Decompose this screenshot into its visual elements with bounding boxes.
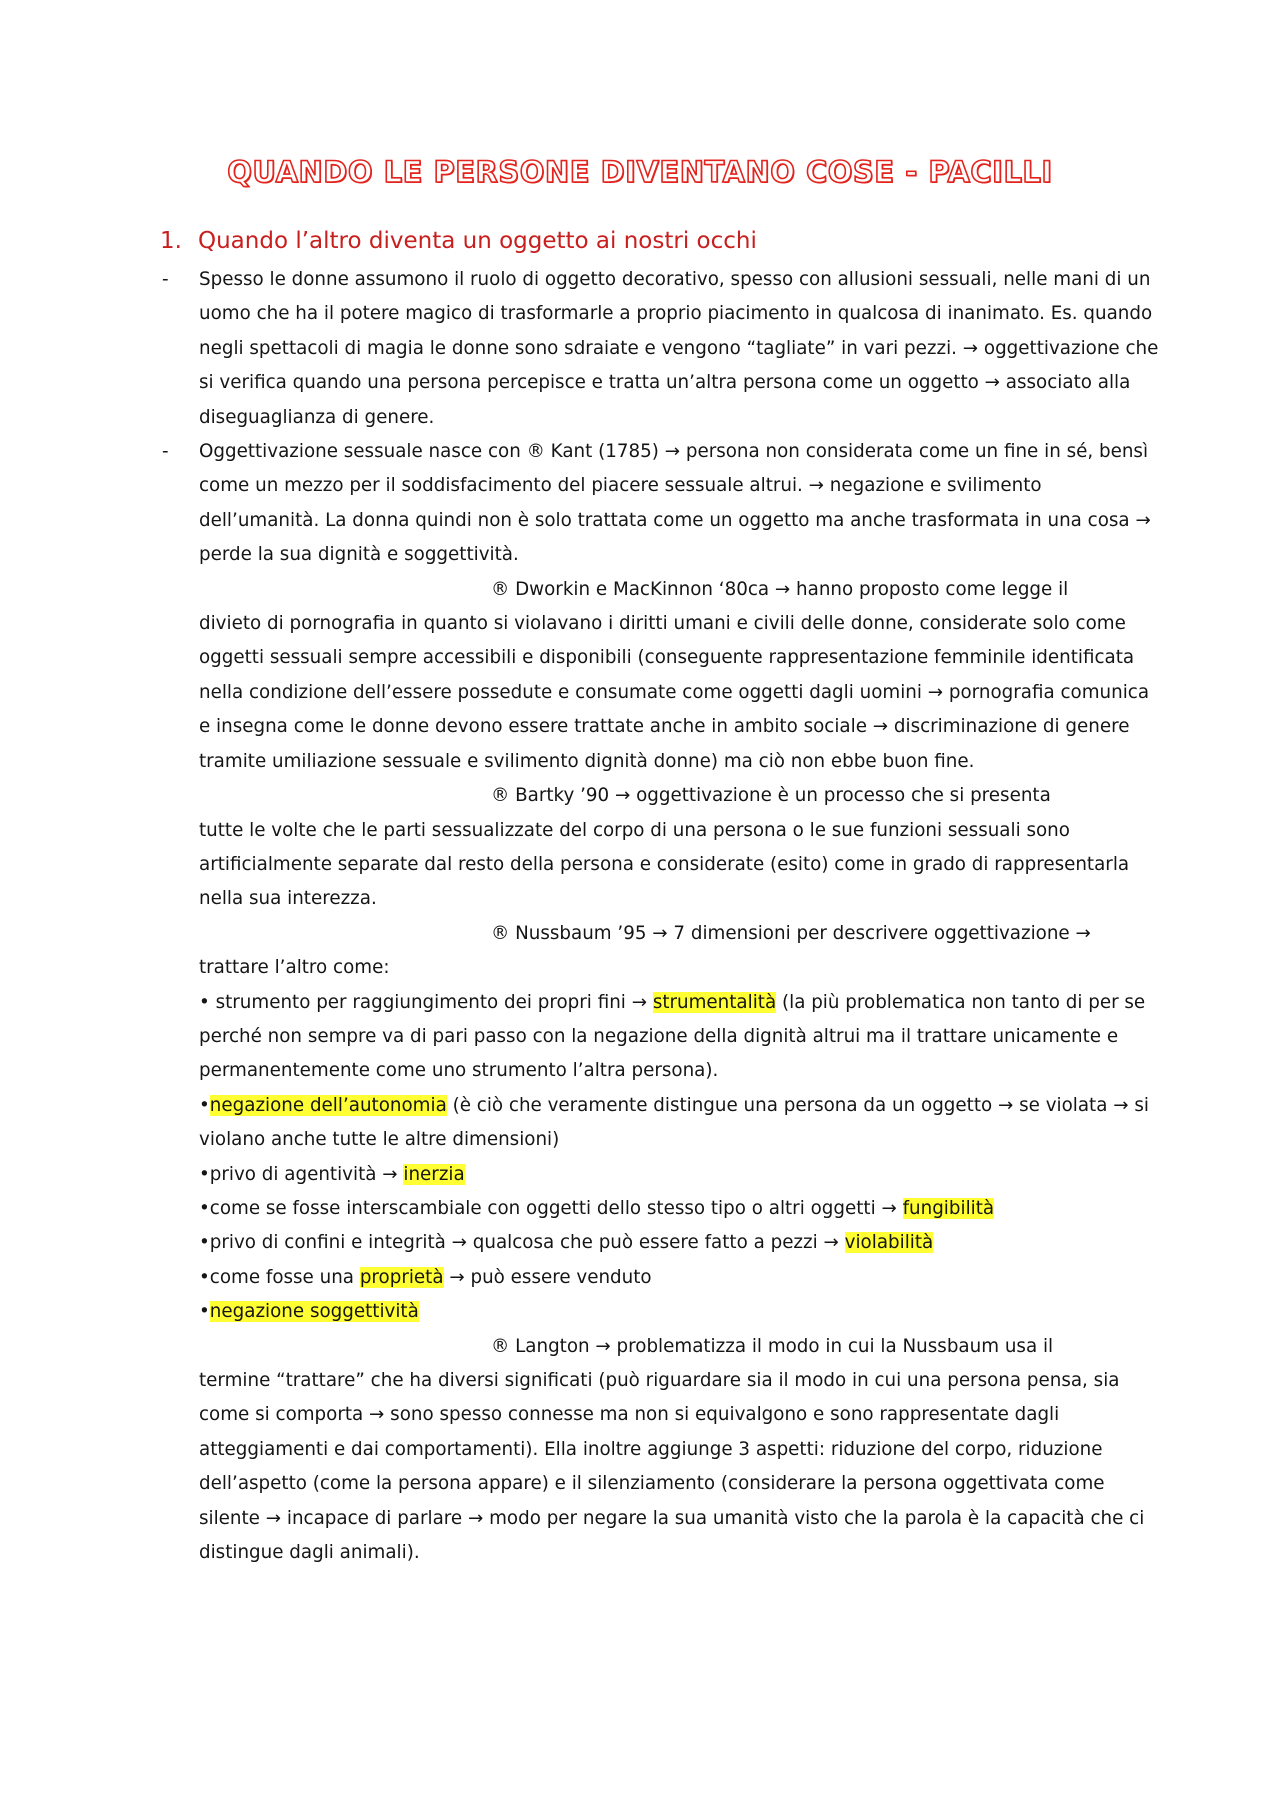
highlight-soggettivita: negazione soggettività	[209, 1301, 419, 1323]
highlight-proprieta: proprietà	[359, 1266, 444, 1288]
highlight-violabilita: violabilità	[844, 1232, 934, 1254]
highlight-inerzia: inerzia	[403, 1163, 465, 1185]
paragraph-text: tutte le volte che le parti sessualizzate del corpo di una persona o le sue funzioni sessuali sono artificialmente separate dal resto della persona e considerate (esito) come in grado di rappresentarla nella sua interezza.	[199, 819, 1130, 910]
author-lead-dworkin: ® Dworkin e MacKinnon ‘80ca → hanno proposto come legge il	[491, 578, 1069, 600]
highlight-strumentalita: strumentalità	[652, 991, 777, 1013]
dimension-item	[199, 1295, 1164, 1329]
bullet-dash: -	[162, 441, 169, 463]
highlight-fungibilita: fungibilità	[902, 1197, 995, 1219]
list-item	[162, 263, 1164, 435]
dimension-item	[199, 986, 1164, 1089]
document-title: QUANDO LE PERSONE DIVENTANO COSE - PACILLI	[227, 155, 1053, 189]
paragraph-text: Spesso le donne assumono il ruolo di oggetto decorativo, spesso con allusioni sessuali, nelle mani di un uomo che ha il potere magico di trasformarle a proprio piacimento in qualcosa di inanimato. Es. quando negli spettacoli di magia le donne sono sdraiate e vengono “tagliate” in vari pezzi. → oggettivazione che si verifica quando una persona percepisce e tratta un’altra persona come un oggetto → associato alla diseguaglianza di genere.	[199, 269, 1159, 428]
dimension-text: •privo di agentività →	[199, 1163, 404, 1185]
dimension-item	[199, 1261, 1164, 1295]
dimension-item	[199, 1158, 1164, 1192]
dimension-text: •come se fosse interscambiale con oggetti dello stesso tipo o altri oggetti →	[199, 1197, 903, 1219]
dimension-text: (la più problematica non tanto di per se perché non sempre va di pari passo con la negazione della dignità altrui ma il trattare unicamente e permanentemente come uno strumento l’altra persona).	[199, 991, 1146, 1082]
dimension-text: •	[199, 1094, 210, 1116]
list-item	[162, 435, 1164, 573]
dimension-item	[199, 1192, 1164, 1226]
document-body	[162, 263, 1164, 1570]
dimension-item	[199, 1089, 1164, 1158]
author-lead-langton: ® Langton → problematizza il modo in cui la Nussbaum usa il	[491, 1335, 1054, 1357]
paragraph-text: Oggettivazione sessuale nasce con ® Kant (1785) → persona non considerata come un fine in sé, bensì come un mezzo per il soddisfacimento del piacere sessuale altrui. → negazione e svilimento dell’umanità. La donna quindi non è solo trattata come un oggetto ma anche trasformata in una cosa → perde la sua dignità e soggettività.	[199, 441, 1151, 566]
dimension-text: (è ciò che veramente distingue una persona da un oggetto → se violata → si violano anche tutte le altre dimensioni)	[199, 1094, 1149, 1151]
dimension-text: → può essere venduto	[443, 1266, 652, 1288]
paragraph-text: trattare l’altro come:	[199, 957, 390, 979]
dimension-item	[199, 1226, 1164, 1260]
author-lead-nussbaum: ® Nussbaum ’95 → 7 dimensioni per descrivere oggettivazione →	[491, 922, 1091, 944]
author-lead-bartky: ® Bartky ’90 → oggettivazione è un processo che si presenta	[491, 785, 1051, 807]
highlight-autonomia: negazione dell’autonomia	[209, 1094, 447, 1116]
bullet-dash: -	[162, 269, 169, 290]
paragraph-text: divieto di pornografia in quanto si violavano i diritti umani e civili delle donne, considerate solo come oggetti sessuali sempre accessibili e disponibili (conseguente rappresentazione femminile identificata nella condizione dell’essere possedute e consumate come oggetti dagli uomini → pornografia comunica e insegna come le donne devono essere trattate anche in ambito sociale → discriminazione di genere tramite umiliazione sessuale e svilimento dignità donne) ma ciò non ebbe buon fine.	[199, 613, 1150, 772]
dimension-text: •	[199, 1301, 210, 1323]
dimension-text: • strumento per raggiungimento dei propri fini →	[199, 991, 653, 1013]
dimension-text: •come fosse una	[199, 1266, 360, 1288]
paragraph-text: termine “trattare” che ha diversi significati (può riguardare sia il modo in cui una persona pensa, sia come si comporta → sono spesso connesse ma non si equivalgono e sono rappresentate dagli atteggiamenti e dai comportamenti). Ella inoltre aggiunge 3 aspetti: riduzione del corpo, riduzione dell’aspetto (come la persona appare) e il silenziamento (considerare la persona oggettivata come silente → incapace di parlare → modo per negare la sua umanità visto che la parola è la capacità che ci distingue dagli animali).	[199, 1370, 1145, 1564]
dimension-text: •privo di confini e integrità → qualcosa che può essere fatto a pezzi →	[199, 1232, 845, 1254]
section-heading	[160, 228, 757, 254]
section-heading-text: Quando l’altro diventa un oggetto ai nostri occhi	[198, 228, 757, 254]
section-number: 1.	[160, 228, 182, 254]
